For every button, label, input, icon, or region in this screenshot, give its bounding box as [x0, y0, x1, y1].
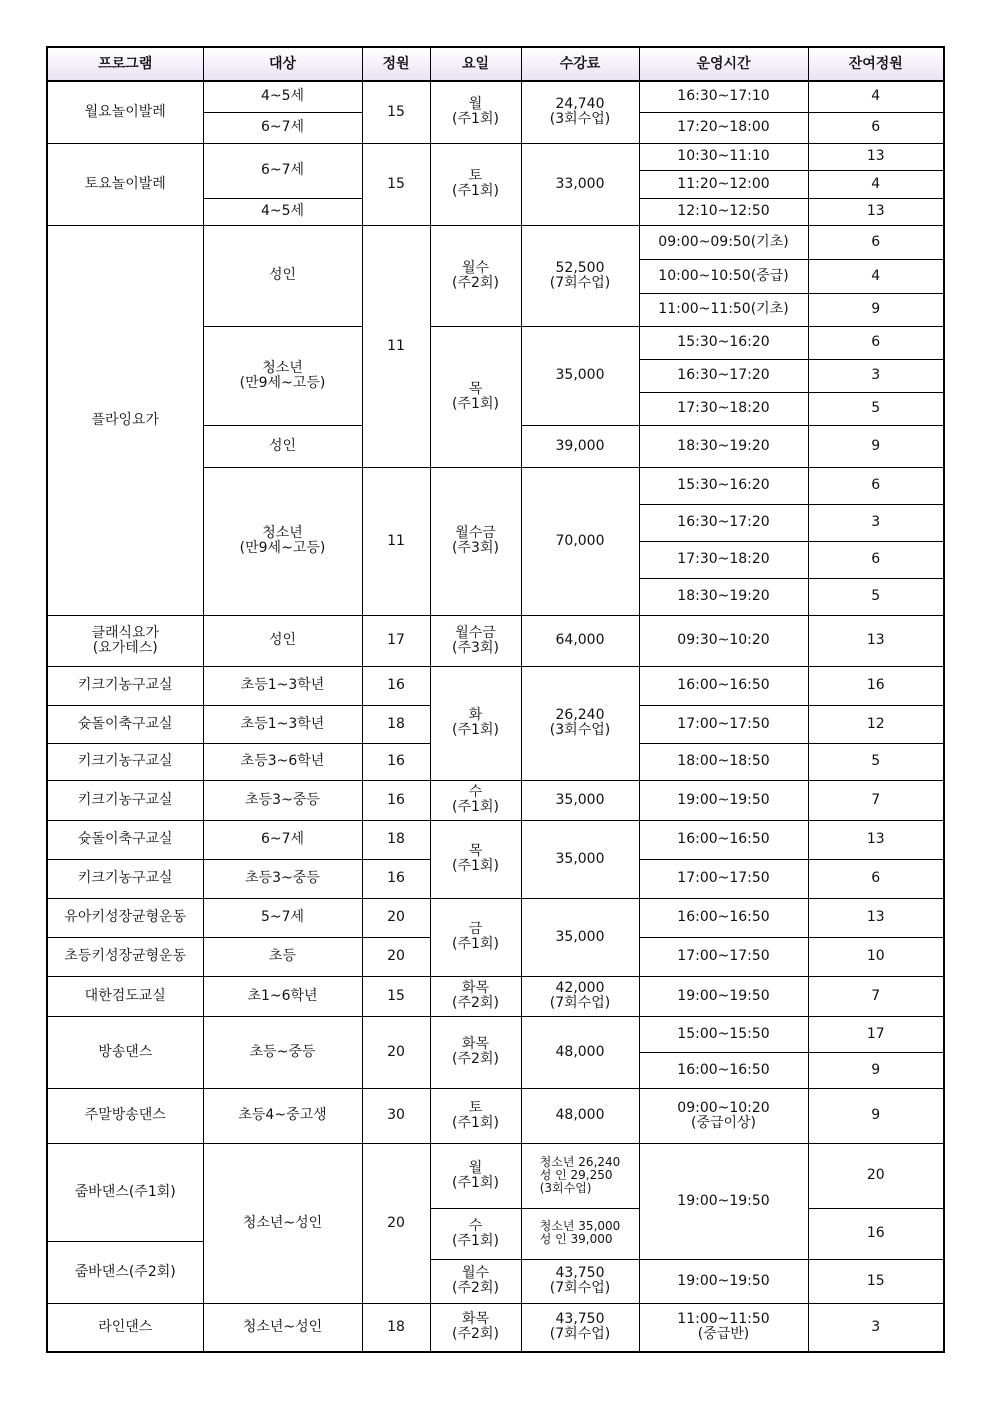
- program-name: 슛돌이축구교실: [47, 705, 203, 743]
- program-name: 클래식요가 (요가테스): [47, 615, 203, 666]
- target: 초등1~3학년: [203, 666, 362, 705]
- target: 초등1~3학년: [203, 705, 362, 743]
- table-row: [47, 1303, 944, 1352]
- time: 17:30~18:20: [639, 392, 808, 425]
- time: 17:00~17:50: [639, 859, 808, 898]
- target: 4~5세: [203, 198, 362, 225]
- table-row: [47, 615, 944, 666]
- day: 월 (주1회): [430, 1143, 521, 1208]
- capacity: 15: [362, 976, 430, 1016]
- remaining: 15: [808, 1259, 944, 1303]
- remaining: 7: [808, 780, 944, 820]
- remaining: 6: [808, 112, 944, 143]
- remaining: 3: [808, 1303, 944, 1352]
- time: 19:00~19:50: [639, 1143, 808, 1259]
- table-row: [47, 898, 944, 937]
- remaining: 17: [808, 1016, 944, 1052]
- fee: 24,740 (3회수업): [521, 81, 639, 143]
- capacity: 18: [362, 820, 430, 859]
- remaining: 10: [808, 937, 944, 976]
- target: 6~7세: [203, 112, 362, 143]
- fee: 70,000: [521, 467, 639, 615]
- fee: 35,000: [521, 820, 639, 898]
- time: 18:00~18:50: [639, 743, 808, 780]
- time: 19:00~19:50: [639, 780, 808, 820]
- capacity: 11: [362, 225, 430, 467]
- capacity: 16: [362, 743, 430, 780]
- target: 초1~6학년: [203, 976, 362, 1016]
- remaining: 9: [808, 1052, 944, 1088]
- time: 10:30~11:10: [639, 143, 808, 170]
- target: 성인: [203, 425, 362, 467]
- remaining: 5: [808, 578, 944, 615]
- time: 15:30~16:20: [639, 326, 808, 359]
- time: 17:00~17:50: [639, 937, 808, 976]
- fee: 39,000: [521, 425, 639, 467]
- capacity: 18: [362, 1303, 430, 1352]
- program-name: 키크기농구교실: [47, 859, 203, 898]
- header-remaining: 잔여정원: [808, 47, 944, 81]
- program-name: 대한검도교실: [47, 976, 203, 1016]
- remaining: 9: [808, 425, 944, 467]
- remaining: 7: [808, 976, 944, 1016]
- table-row: [47, 1016, 944, 1052]
- capacity: 18: [362, 705, 430, 743]
- target: 초등~중등: [203, 1016, 362, 1088]
- table-row: [47, 666, 944, 705]
- program-name: 방송댄스: [47, 1016, 203, 1088]
- capacity: 15: [362, 81, 430, 143]
- day: 화 (주1회): [430, 666, 521, 780]
- day: 화목 (주2회): [430, 1303, 521, 1352]
- header-row: [47, 47, 944, 81]
- program-name: 키크기농구교실: [47, 666, 203, 705]
- target: 초등3~6학년: [203, 743, 362, 780]
- time: 17:00~17:50: [639, 705, 808, 743]
- remaining: 13: [808, 898, 944, 937]
- day: 월수 (주2회): [430, 225, 521, 326]
- time: 16:30~17:20: [639, 359, 808, 392]
- target: 6~7세: [203, 143, 362, 198]
- fee: 43,750 (7회수업): [521, 1303, 639, 1352]
- remaining: 4: [808, 170, 944, 198]
- remaining: 5: [808, 392, 944, 425]
- remaining: 6: [808, 225, 944, 259]
- header-fee: 수강료: [521, 47, 639, 81]
- day: 화목 (주2회): [430, 1016, 521, 1088]
- capacity: 16: [362, 780, 430, 820]
- fee: 청소년 26,240 성 인 29,250 (3회수업): [539, 1154, 621, 1195]
- target: 성인: [203, 615, 362, 666]
- table-row: [47, 81, 944, 112]
- remaining: 13: [808, 143, 944, 170]
- fee: 35,000: [521, 326, 639, 425]
- time: 11:00~11:50 (중급반): [639, 1303, 808, 1352]
- day: 목 (주1회): [430, 326, 521, 467]
- day: 월수 (주2회): [430, 1259, 521, 1303]
- time: 17:20~18:00: [639, 112, 808, 143]
- remaining: 3: [808, 359, 944, 392]
- remaining: 9: [808, 1088, 944, 1143]
- table-row: [47, 143, 944, 170]
- capacity: 20: [362, 1143, 430, 1303]
- capacity: 20: [362, 937, 430, 976]
- time: 09:00~10:20 (중급이상): [639, 1088, 808, 1143]
- remaining: 6: [808, 467, 944, 504]
- header-target: 대상: [203, 47, 362, 81]
- time: 18:30~19:20: [639, 425, 808, 467]
- capacity: 16: [362, 859, 430, 898]
- fee-cell: [521, 1208, 639, 1259]
- fee: 청소년 35,000 성 인 39,000: [539, 1219, 621, 1246]
- time: 15:00~15:50: [639, 1016, 808, 1052]
- table-row: [47, 1143, 944, 1208]
- remaining: 6: [808, 541, 944, 578]
- remaining: 16: [808, 666, 944, 705]
- target: 초등4~중고생: [203, 1088, 362, 1143]
- day: 금 (주1회): [430, 898, 521, 976]
- fee: 52,500 (7회수업): [521, 225, 639, 326]
- program-name: 키크기농구교실: [47, 743, 203, 780]
- fee: 48,000: [521, 1016, 639, 1088]
- time: 16:30~17:10: [639, 81, 808, 112]
- fee: 26,240 (3회수업): [521, 666, 639, 780]
- fee-cell: [521, 1143, 639, 1208]
- header-capacity: 정원: [362, 47, 430, 81]
- program-name: 키크기농구교실: [47, 780, 203, 820]
- header-time: 운영시간: [639, 47, 808, 81]
- target: 6~7세: [203, 820, 362, 859]
- time: 12:10~12:50: [639, 198, 808, 225]
- day: 수 (주1회): [430, 1208, 521, 1259]
- time: 09:30~10:20: [639, 615, 808, 666]
- time: 16:00~16:50: [639, 1052, 808, 1088]
- time: 11:20~12:00: [639, 170, 808, 198]
- program-name: 플라잉요가: [47, 225, 203, 615]
- remaining: 13: [808, 615, 944, 666]
- remaining: 16: [808, 1208, 944, 1259]
- program-name: 라인댄스: [47, 1303, 203, 1352]
- program-name: 월요놀이발레: [47, 81, 203, 143]
- remaining: 5: [808, 743, 944, 780]
- table-row: [47, 976, 944, 1016]
- target: 청소년~성인: [203, 1143, 362, 1303]
- program-name: 줌바댄스(주1회): [47, 1143, 203, 1241]
- fee: 33,000: [521, 143, 639, 225]
- fee: 43,750 (7회수업): [521, 1259, 639, 1303]
- table-row: [47, 1088, 944, 1143]
- day: 목 (주1회): [430, 820, 521, 898]
- capacity: 16: [362, 666, 430, 705]
- fee: 48,000: [521, 1088, 639, 1143]
- remaining: 12: [808, 705, 944, 743]
- day: 월 (주1회): [430, 81, 521, 143]
- fee: 64,000: [521, 615, 639, 666]
- fee: 35,000: [521, 780, 639, 820]
- day: 화목 (주2회): [430, 976, 521, 1016]
- target: 청소년~성인: [203, 1303, 362, 1352]
- program-name: 줌바댄스(주2회): [47, 1241, 203, 1303]
- capacity: 15: [362, 143, 430, 225]
- target: 성인: [203, 225, 362, 326]
- target: 청소년 (만9세~고등): [203, 326, 362, 425]
- capacity: 11: [362, 467, 430, 615]
- header-program: 프로그램: [47, 47, 203, 81]
- time: 09:00~09:50(기초): [639, 225, 808, 259]
- time: 16:00~16:50: [639, 666, 808, 705]
- header-day: 요일: [430, 47, 521, 81]
- fee: 42,000 (7회수업): [521, 976, 639, 1016]
- target: 초등3~중등: [203, 859, 362, 898]
- program-name: 주말방송댄스: [47, 1088, 203, 1143]
- time: 17:30~18:20: [639, 541, 808, 578]
- remaining: 20: [808, 1143, 944, 1208]
- program-name: 토요놀이발레: [47, 143, 203, 225]
- remaining: 4: [808, 81, 944, 112]
- capacity: 30: [362, 1088, 430, 1143]
- remaining: 3: [808, 504, 944, 541]
- table-row: [47, 780, 944, 820]
- target: 초등: [203, 937, 362, 976]
- target: 청소년 (만9세~고등): [203, 467, 362, 615]
- time: 16:00~16:50: [639, 820, 808, 859]
- remaining: 6: [808, 326, 944, 359]
- remaining: 13: [808, 198, 944, 225]
- time: 16:30~17:20: [639, 504, 808, 541]
- time: 10:00~10:50(중급): [639, 259, 808, 293]
- time: 15:30~16:20: [639, 467, 808, 504]
- day: 토 (주1회): [430, 143, 521, 225]
- day: 월수금 (주3회): [430, 467, 521, 615]
- target: 4~5세: [203, 81, 362, 112]
- program-name: 초등키성장균형운동: [47, 937, 203, 976]
- table-row: [47, 225, 944, 259]
- remaining: 6: [808, 859, 944, 898]
- program-name: 슛돌이축구교실: [47, 820, 203, 859]
- capacity: 17: [362, 615, 430, 666]
- target: 초등3~중등: [203, 780, 362, 820]
- program-name: 유아키성장균형운동: [47, 898, 203, 937]
- remaining: 13: [808, 820, 944, 859]
- remaining: 4: [808, 259, 944, 293]
- program-schedule-table: [46, 46, 945, 1353]
- capacity: 20: [362, 1016, 430, 1088]
- table-row: [47, 820, 944, 859]
- fee: 35,000: [521, 898, 639, 976]
- time: 19:00~19:50: [639, 976, 808, 1016]
- day: 월수금 (주3회): [430, 615, 521, 666]
- time: 18:30~19:20: [639, 578, 808, 615]
- capacity: 20: [362, 898, 430, 937]
- remaining: 9: [808, 293, 944, 326]
- time: 16:00~16:50: [639, 898, 808, 937]
- time: 19:00~19:50: [639, 1259, 808, 1303]
- target: 5~7세: [203, 898, 362, 937]
- time: 11:00~11:50(기초): [639, 293, 808, 326]
- day: 토 (주1회): [430, 1088, 521, 1143]
- day: 수 (주1회): [430, 780, 521, 820]
